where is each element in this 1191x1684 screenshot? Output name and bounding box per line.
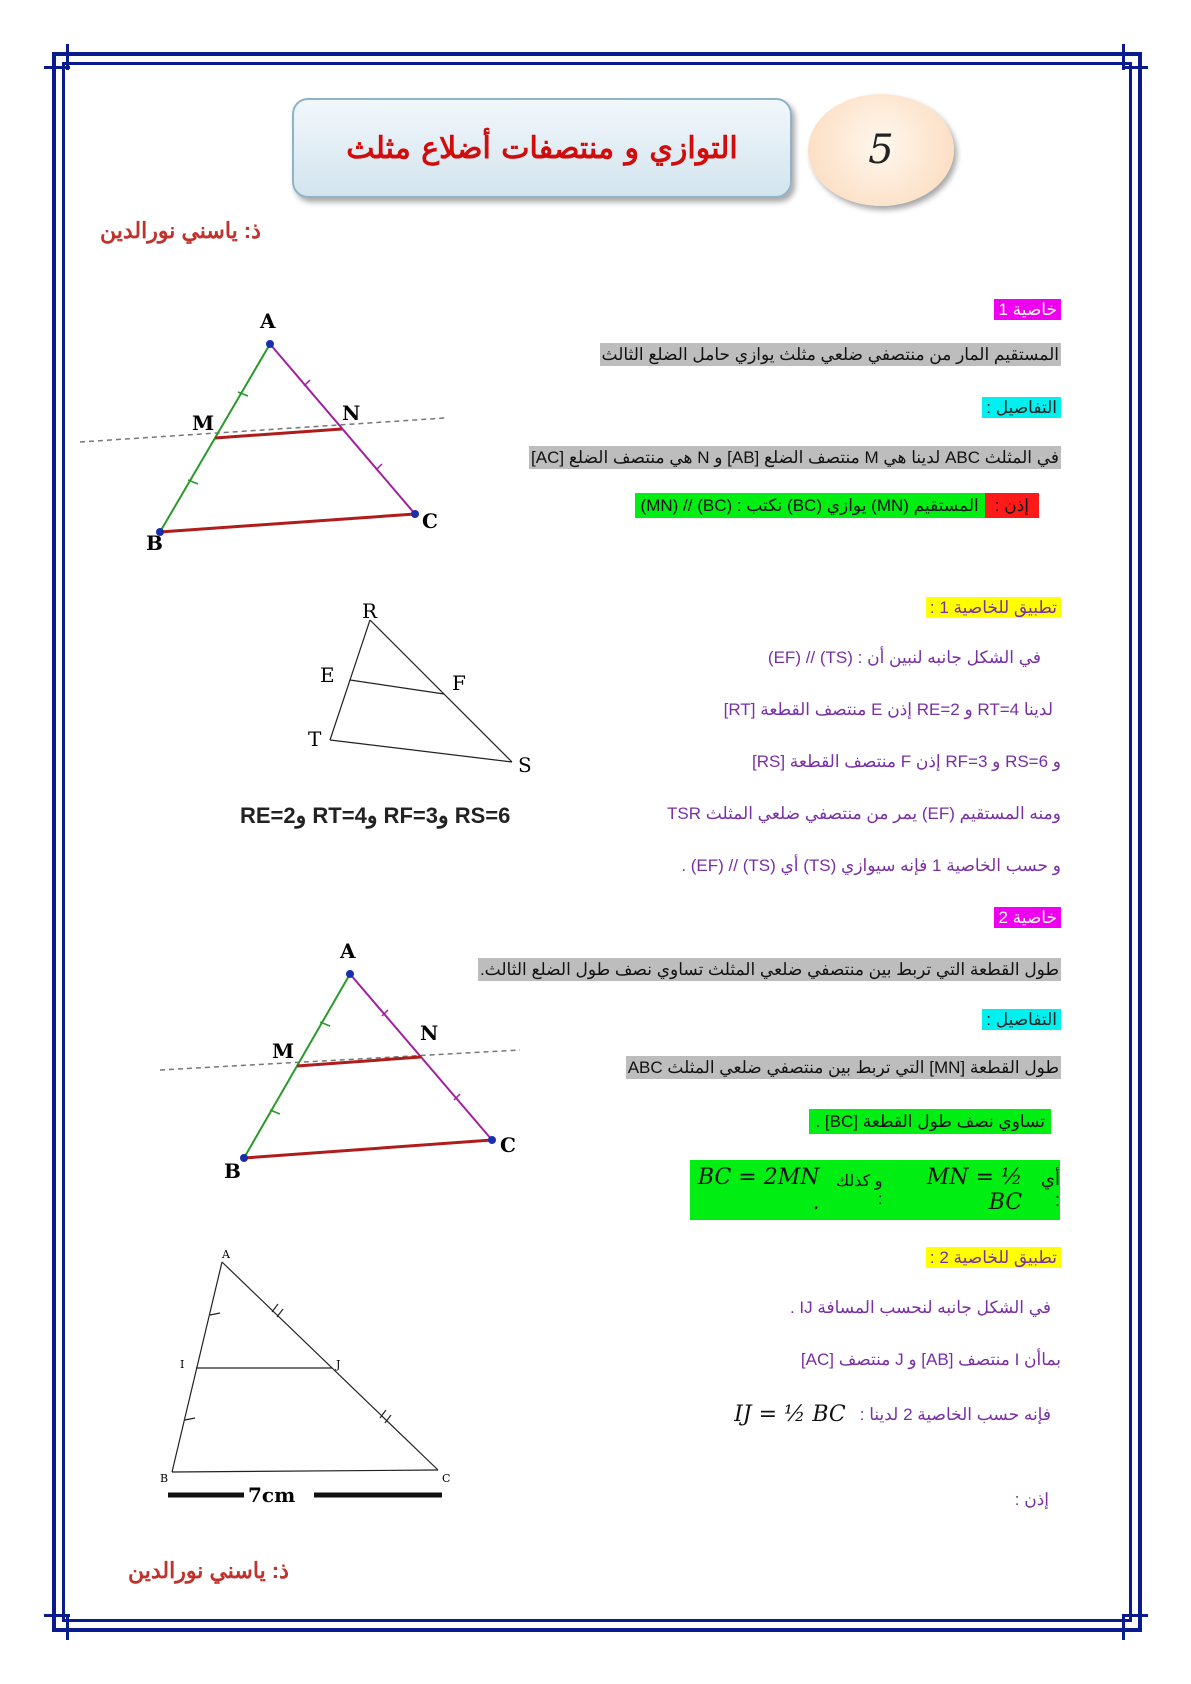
figure-triangle-1: [80, 300, 450, 560]
label-C2: C: [500, 1133, 516, 1157]
application2-line4: إذن :: [1014, 1490, 1049, 1509]
author-name-top: ذ: ياسني نورالدين: [100, 218, 261, 243]
property2-details-tag: التفاصيل :: [982, 1010, 1061, 1030]
property1-tag: خاصية 1: [994, 300, 1061, 320]
application2-tag: تطبيق للخاصية 2 :: [926, 1248, 1061, 1268]
application2-line2: بماأن I منتصف [AB] و J منتصف [AC]: [800, 1350, 1061, 1369]
label-B2: B: [224, 1159, 241, 1180]
conclusion-text: المستقيم (MN) يوازي (BC) نكتب : (BC) // (MN): [635, 493, 985, 518]
label-T: T: [308, 727, 322, 751]
author-name-bottom: ذ: ياسني نورالدين: [128, 1558, 289, 1583]
application1-line4: ومنه المستقيم (EF) يمر من منتصفي ضلعي المثلث TSR: [667, 804, 1061, 823]
application2-line3: فإنه حسب الخاصية 2 لدينا : IJ = ½ BC: [734, 1402, 1051, 1427]
ij-formula: IJ = ½ BC: [734, 1402, 846, 1427]
property1-conclusion: [635, 496, 1039, 516]
label-B3: B: [160, 1472, 169, 1485]
application1-caption: RE=2و RT=4و RF=3و RS=6: [240, 803, 511, 828]
label-M2: M: [272, 1039, 295, 1063]
application1-line3: و RS=6 و RF=3 إذن F منتصف القطعة [RS]: [752, 752, 1061, 771]
lesson-title: التوازي و منتصفات أضلاع مثلث: [346, 130, 738, 166]
formula-mid: و كذلك :: [835, 1173, 883, 1208]
lesson-number-badge: [808, 94, 954, 206]
formula-b: BC = 2MN .: [697, 1165, 820, 1215]
label-C: C: [422, 509, 438, 533]
frame-corner-mark: [66, 44, 69, 70]
property2-details1: طول القطعة [MN] التي تربط بين منتصفي ضلعي المثلث ABC: [627, 1058, 1059, 1077]
property2-tag: خاصية 2: [994, 908, 1061, 928]
label-R: R: [362, 600, 378, 623]
property2-details2: تساوي نصف طول القطعة [BC] .: [809, 1112, 1051, 1132]
label-N2: N: [420, 1021, 439, 1045]
figure-triangle-RTS: [300, 600, 550, 780]
application1-line2: لدينا RT=4 و RE=2 إذن E منتصف القطعة [RT]: [723, 700, 1053, 719]
label-M: M: [192, 411, 215, 435]
frame-corner-mark: [66, 1614, 69, 1640]
application2-line1: في الشكل جانبه لنحسب المسافة IJ .: [789, 1298, 1051, 1317]
label-C3: C: [442, 1472, 451, 1485]
lesson-number: 5: [868, 127, 894, 173]
label-I: I: [180, 1358, 185, 1371]
property2-formula-box: [690, 1160, 1060, 1220]
property1-details: في المثلث ABC لدينا هي M منتصف الضلع [AB] و N هي منتصف الضلع [AC]: [531, 448, 1059, 467]
label-S: S: [518, 753, 532, 777]
application1-line1: في الشكل جانبه لنبين أن : (TS) // (EF): [767, 648, 1041, 667]
frame-corner-mark: [1122, 66, 1148, 69]
conclusion-label: إذن :: [985, 493, 1039, 518]
label-A3: A: [222, 1250, 230, 1261]
label-N: N: [342, 401, 361, 425]
label-J: J: [336, 1358, 341, 1371]
property2-statement: طول القطعة التي تربط بين منتصفي ضلعي المثلث تساوي نصف طول الضلع الثالث.: [479, 960, 1059, 979]
application1-line5: و حسب الخاصية 1 فإنه سيوازي (TS) أي (TS) // (EF) .: [681, 856, 1061, 875]
lesson-title-box: [292, 98, 792, 198]
label-E: E: [320, 663, 335, 687]
frame-corner-mark: [1122, 1614, 1125, 1640]
label-A: A: [260, 309, 276, 333]
measure-label: 7cm: [248, 1483, 296, 1507]
frame-corner-mark: [1122, 1614, 1148, 1617]
figure-triangle-IJ: [150, 1250, 460, 1510]
formula-prefix: أي :: [1040, 1169, 1060, 1210]
property1-details-tag: التفاصيل :: [982, 398, 1061, 418]
figure-triangle-2: [160, 930, 520, 1180]
frame-corner-mark: [1122, 44, 1125, 70]
application1-tag: تطبيق للخاصية 1 :: [926, 598, 1061, 618]
label-A2: A: [340, 939, 356, 963]
property1-statement: المستقيم المار من منتصفي ضلعي مثلث يوازي حامل الضلع الثالث: [601, 345, 1059, 364]
formula-a: MN = ½ BC: [926, 1165, 1023, 1215]
label-F: F: [452, 671, 466, 695]
label-B: B: [146, 531, 163, 555]
